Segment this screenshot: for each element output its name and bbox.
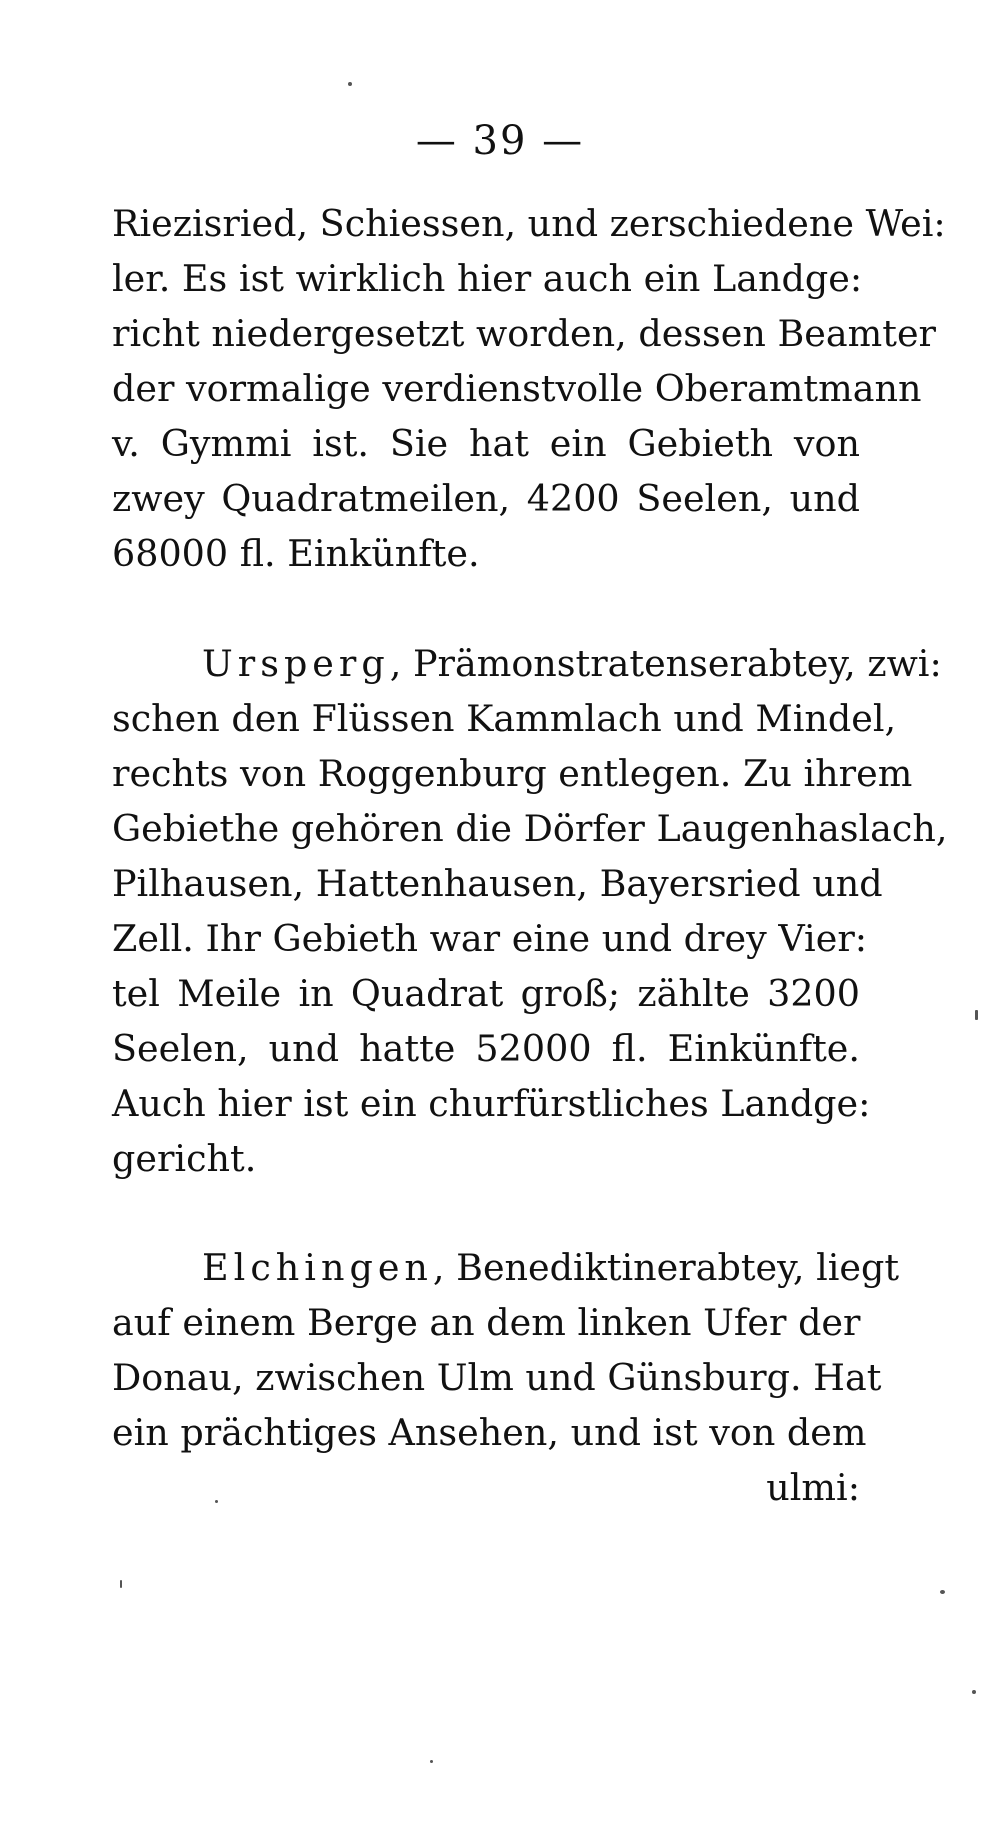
- scan-speck: [975, 1010, 978, 1020]
- scan-speck: [348, 82, 352, 86]
- text-line: [112, 636, 942, 691]
- text-line: der vormalige verdienstvolle Oberamtmann: [112, 367, 922, 410]
- scan-speck: [972, 1690, 976, 1694]
- text-line: ler. Es ist wirklich hier auch ein Landge:: [112, 257, 863, 300]
- page-number: — 39 —: [415, 118, 585, 164]
- text-line: richt niedergesetzt worden, dessen Beamter: [112, 312, 936, 355]
- scan-speck: [120, 1580, 122, 1588]
- scan-speck: [215, 1500, 218, 1503]
- text-line: Zell. Ihr Gebieth war eine und drey Vier:: [112, 917, 868, 960]
- text-line: Auch hier ist ein churfürstliches Landge:: [112, 1082, 871, 1125]
- text-line: auf einem Berge an dem linken Ufer der: [112, 1301, 861, 1344]
- heading-word: Ursperg: [202, 642, 390, 685]
- heading-word: Elchingen: [202, 1246, 433, 1289]
- scan-speck: [430, 1760, 433, 1763]
- text-line: Pilhausen, Hattenhausen, Bayersried und: [112, 862, 883, 905]
- paragraph-1: [112, 196, 946, 581]
- text-line: [112, 1240, 900, 1295]
- text-line: Seelen, und hatte 52000 fl. Einkünfte.: [112, 1027, 860, 1070]
- text-line: Gebiethe gehören die Dörfer Laugenhaslach,: [112, 807, 948, 850]
- text-line: ein prächtiges Ansehen, und ist von dem: [112, 1411, 867, 1454]
- paragraph-2: [112, 636, 948, 1186]
- text-line: tel Meile in Quadrat groß; zählte 3200: [112, 972, 860, 1015]
- paragraph-3: [112, 1240, 900, 1515]
- text-line: schen den Flüssen Kammlach und Mindel,: [112, 697, 897, 740]
- scan-speck: [940, 1590, 945, 1594]
- text-line: Donau, zwischen Ulm und Günsburg. Hat: [112, 1356, 882, 1399]
- text-line: Riezisried, Schiessen, und zerschiedene Wei:: [112, 202, 946, 245]
- text-line: zwey Quadratmeilen, 4200 Seelen, und: [112, 477, 860, 520]
- text-fragment: , Prämonstratenserabtey, zwi:: [389, 642, 942, 685]
- text-line: 68000 fl. Einkünfte.: [112, 532, 480, 575]
- text-line: rechts von Roggenburg entlegen. Zu ihrem: [112, 752, 913, 795]
- text-fragment: , Benediktinerabtey, liegt: [432, 1246, 900, 1289]
- text-line: v. Gymmi ist. Sie hat ein Gebieth von: [112, 422, 860, 465]
- catchword: ulmi:: [766, 1466, 860, 1509]
- text-line: gericht.: [112, 1137, 257, 1180]
